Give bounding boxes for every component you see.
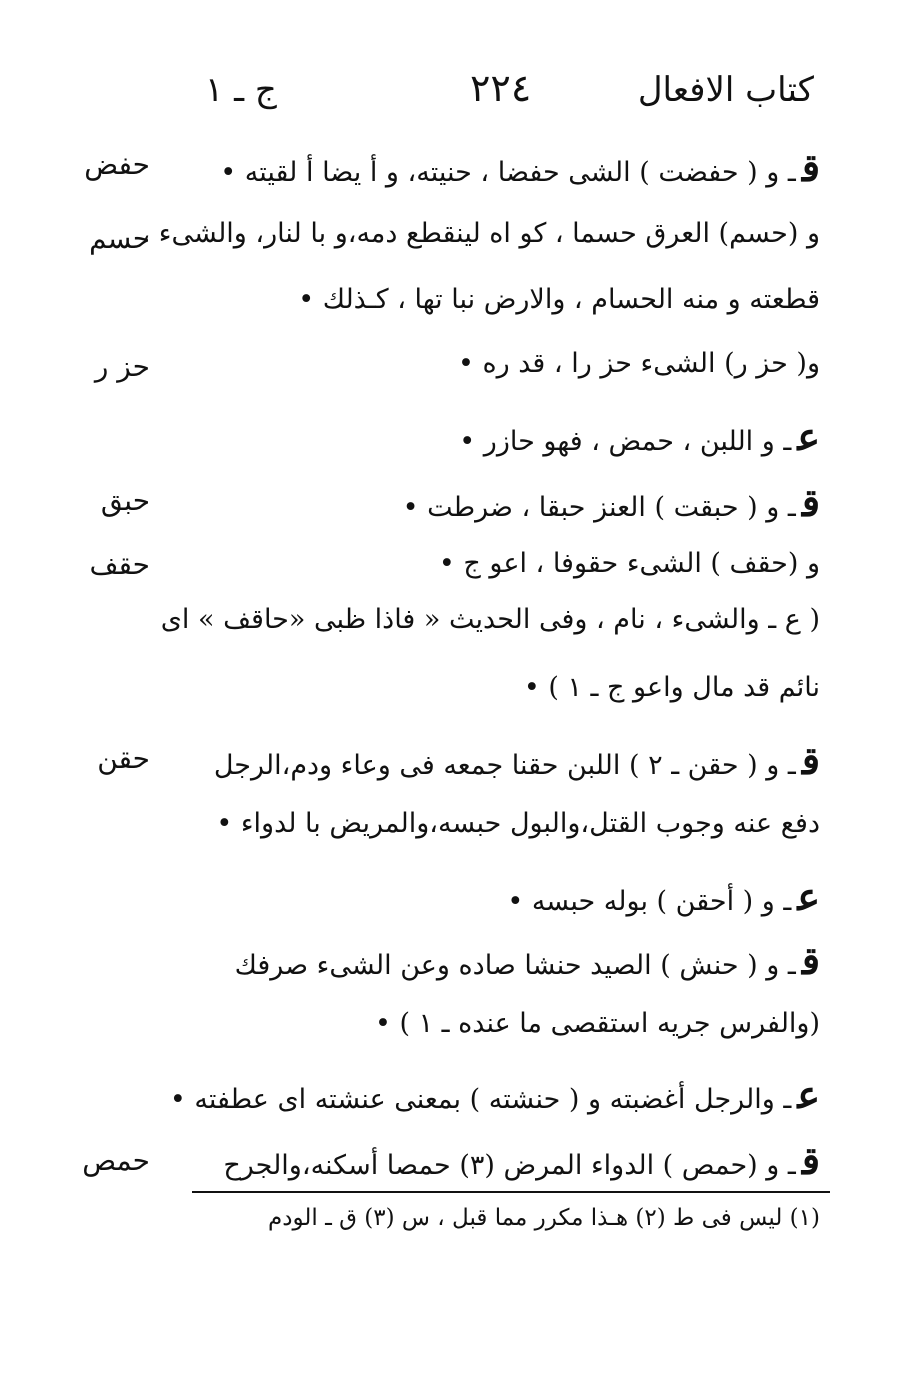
source-abbr: ق xyxy=(801,145,820,190)
line-text: نائم قد مال واعو ج ـ ١ ) • xyxy=(523,672,820,703)
text-line xyxy=(180,1138,820,1183)
line-text: ـ و ( حبقت ) العنز حبقا ، ضرطت • xyxy=(402,492,796,523)
source-abbr: ع xyxy=(797,874,820,919)
source-abbr: ق xyxy=(801,480,820,525)
volume-marker: ج ـ ١ xyxy=(205,70,277,110)
root-word: حمص xyxy=(82,1144,150,1177)
text-line xyxy=(180,414,820,459)
book-title: كتاب الافعال xyxy=(637,70,814,110)
line-text: دفع عنه وجوب القتل،والبول حبسه،والمريض با لدواء • xyxy=(216,808,820,839)
text-line xyxy=(180,480,820,525)
line-text: و (حقف ) الشىء حقوفا ، اعو ج • xyxy=(438,548,820,579)
root-word: حسم xyxy=(89,222,150,255)
text-line xyxy=(180,348,820,379)
text-line xyxy=(180,284,820,315)
line-text: ـ و اللبن ، حمض ، فهو حازر • xyxy=(459,426,792,457)
text-line xyxy=(160,604,820,635)
line-text: (والفرس جريه استقصى ما عنده ـ ١ ) • xyxy=(374,1008,820,1039)
text-line xyxy=(180,738,820,783)
text-line xyxy=(180,938,820,983)
text-line xyxy=(180,145,820,190)
line-text: ( ع ـ والشىء ، نام ، وفى الحديث « فاذا ظبى «حاقف » اى xyxy=(160,604,820,635)
text-line xyxy=(180,672,820,703)
text-line xyxy=(180,548,820,579)
root-word: حفض xyxy=(84,148,150,181)
line-text: ـ و ( حنش ) الصيد حنشا صاده وعن الشىء صرفك xyxy=(234,950,796,981)
source-abbr: ق xyxy=(801,1138,820,1183)
text-line xyxy=(180,808,820,839)
root-word: حقن xyxy=(97,742,150,775)
line-text: ـ و ( حفضت ) الشى حفضا ، حنيته، و أ يضا أ لقيته • xyxy=(220,157,796,188)
source-abbr: ق xyxy=(801,938,820,983)
root-word: حبق xyxy=(100,484,150,517)
line-text: ـ و (حمص ) الدواء المرض (٣) حمصا أسكنه،والجرح xyxy=(223,1150,796,1181)
page-number: ٢٢٤ xyxy=(470,66,532,110)
source-abbr: ق xyxy=(801,738,820,783)
line-text: و( حز ر) الشىء حز را ، قد ره • xyxy=(457,348,820,379)
source-abbr: ع xyxy=(797,414,820,459)
text-line xyxy=(180,1008,820,1039)
text-line xyxy=(169,1072,820,1117)
line-text: ـ و ( أحقن ) بوله حبسه • xyxy=(507,886,792,917)
line-text: و (حسم) العرق حسما ، كو اه لينقطع دمه،و با لنار، والشىء ، xyxy=(141,218,820,249)
line-text: ـ و ( حقن ـ ٢ ) اللبن حقنا جمعه فى وعاء ودم،الرجل xyxy=(213,750,796,781)
line-text: قطعته و منه الحسام ، والارض نبا تها ، كـذلك • xyxy=(298,284,820,315)
line-text: ـ والرجل أغضبته و ( حنشته ) بمعنى عنشته اى عطفته • xyxy=(169,1084,792,1115)
text-line xyxy=(141,218,820,249)
root-word: حقف xyxy=(89,548,150,581)
footnote-divider xyxy=(192,1191,830,1193)
footnote: (١) ليس فى ط (٢) هـذا مكرر مما قبل ، س (٣) ق ـ الودم xyxy=(268,1205,820,1231)
text-line xyxy=(180,874,820,919)
source-abbr: ع xyxy=(797,1072,820,1117)
root-word: حز ر xyxy=(94,350,150,383)
